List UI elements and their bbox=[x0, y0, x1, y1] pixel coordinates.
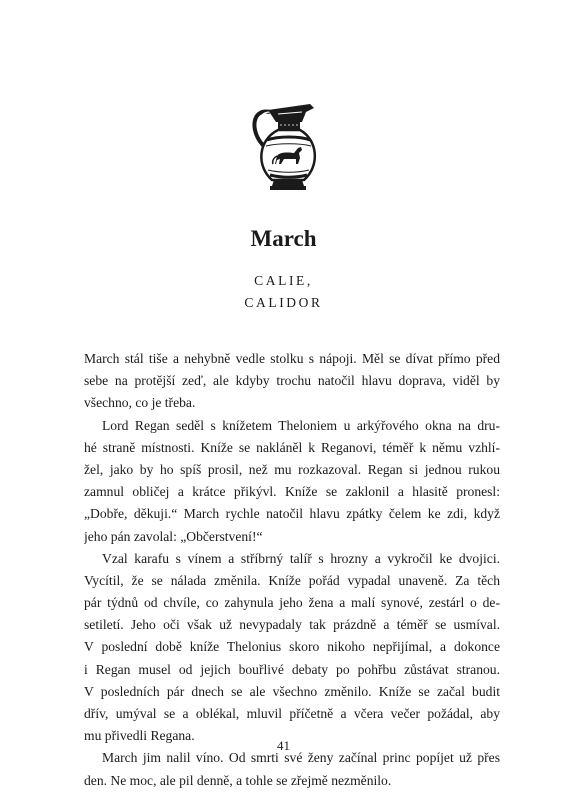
page-number: 41 bbox=[277, 738, 290, 753]
text-line: Vzal karafu s vínem a stříbrný talíř s hrozny a vykročil ke dvojici. bbox=[102, 550, 500, 566]
text-line: V posledních pár dnech se ale všechno změnilo. Kníže se začal budit bbox=[84, 683, 500, 699]
text-line: setiletí. Jeho oči však už nevypadaly tak prázdně a téměř se usmíval. bbox=[84, 617, 500, 633]
text-line: pár týdnů od chvíle, co zahynula jeho žena a malí synové, zestárl o de- bbox=[84, 595, 500, 611]
text-line: den. Ne moc, ale pil denně, a tohle se zřejmě nezměnilo. bbox=[84, 772, 392, 788]
text-line: žel, jako by ho spíš prosil, než mu rozkazoval. Regan si jednou rukou bbox=[84, 461, 500, 477]
chapter-subtitle bbox=[0, 270, 567, 314]
amphora-jug-icon bbox=[248, 100, 328, 198]
text-line: všechno, co je třeba. bbox=[84, 395, 196, 411]
text-line: Vycítil, že se nálada změnila. Kníže pořád vypadal unaveně. Za těch bbox=[84, 572, 500, 588]
subtitle-line: CALIE, bbox=[254, 273, 313, 288]
text-line: „Dobře, děkuji.“ March rychle natočil hlavu zpátky čelem ke zdi, když bbox=[84, 506, 500, 522]
chapter-title: March bbox=[250, 226, 317, 251]
text-line: i Regan musel od jejich bouřlivé debaty po pohřbu zůstávat stranou. bbox=[84, 661, 500, 677]
text-line: zamnul obličej a krátce přikývl. Kníže se zaklonil a hlasitě pronesl: bbox=[84, 484, 500, 500]
text-line: jeho pán zavolal: „Občerstvení!“ bbox=[84, 528, 263, 544]
text-line: Lord Regan seděl s knížetem Theloniem u arkýřového okna na dru- bbox=[102, 417, 500, 433]
text-line: hé straně místnosti. Kníže se nakláněl k Reganovi, téměř k němu vzhlí- bbox=[84, 439, 500, 455]
text-line: V poslední době kníže Thelonius skoro nikoho nepřijímal, a dokonce bbox=[84, 639, 500, 655]
chapter-body-text bbox=[84, 348, 500, 792]
text-line: sebe na protější zeď, ale kdyby trochu natočil hlavu doprava, viděl by bbox=[84, 373, 500, 389]
text-line: March jim nalil víno. Od smrti své ženy začínal princ popíjet už přes bbox=[102, 750, 500, 766]
text-line: March stál tiše a nehybně vedle stolku s nápoji. Měl se dívat přímo před bbox=[84, 351, 500, 366]
text-line: mu přivedli Regana. bbox=[84, 728, 195, 744]
text-line: dřív, umýval se a oblékal, mluvil příčetně a včera večer požádal, aby bbox=[84, 706, 500, 721]
subtitle-line: CALIDOR bbox=[244, 295, 323, 310]
